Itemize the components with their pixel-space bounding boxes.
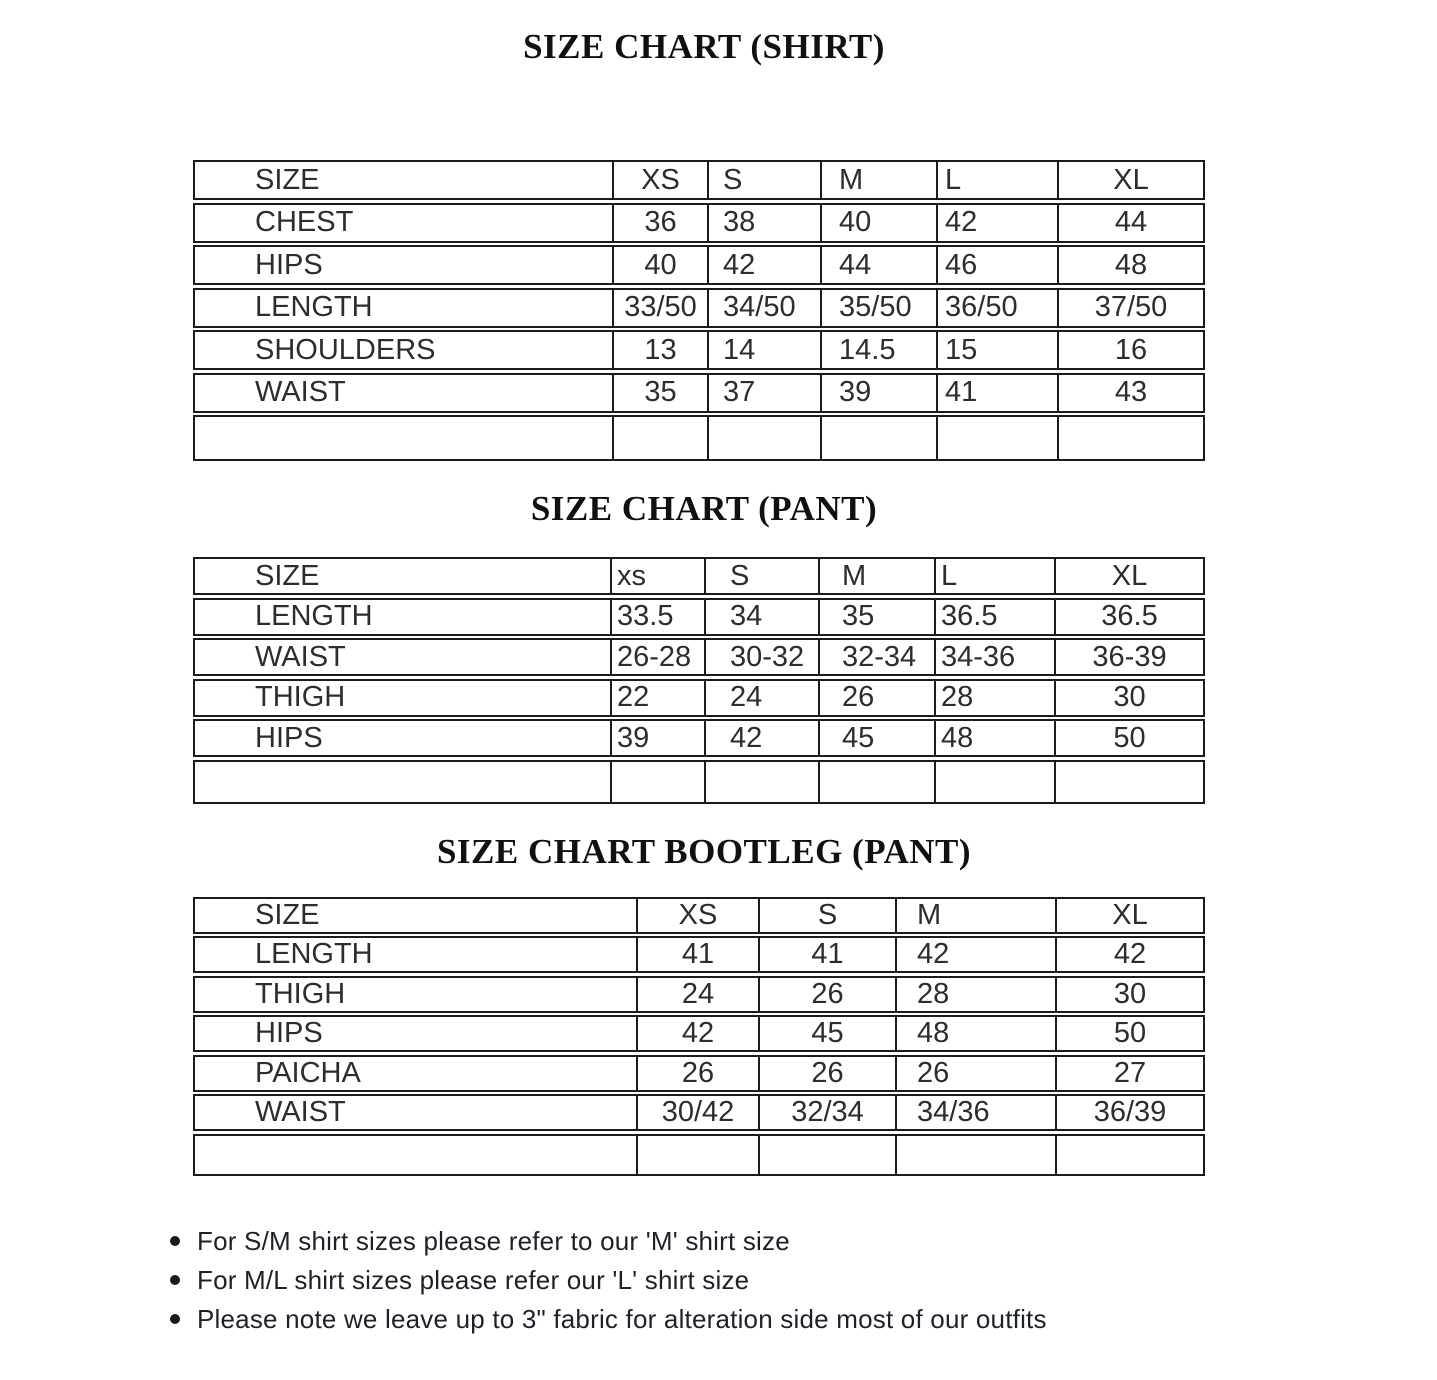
header-row-cell: M bbox=[818, 559, 934, 593]
empty-row-cell bbox=[707, 417, 820, 459]
data-row-cell: 36 bbox=[612, 205, 707, 241]
header-row-cell: M bbox=[895, 899, 1055, 932]
header-row-cell: XL bbox=[1055, 899, 1203, 932]
empty-row-cell bbox=[818, 762, 934, 802]
data-row-cell: LENGTH bbox=[255, 938, 373, 970]
data-row bbox=[193, 1055, 1205, 1092]
data-row-cell: 26 bbox=[758, 978, 895, 1011]
bullet-icon bbox=[170, 1314, 180, 1324]
note-item-ml-shirt bbox=[170, 1261, 1437, 1300]
data-row-cell: 42 bbox=[895, 938, 1055, 971]
data-row-cell: 26 bbox=[895, 1057, 1055, 1090]
empty-row-cell bbox=[1057, 417, 1203, 459]
data-row-cell: 26 bbox=[636, 1057, 758, 1090]
data-row-cell: 35 bbox=[818, 600, 934, 634]
data-row-cell: 41 bbox=[636, 938, 758, 971]
empty-row-cell bbox=[610, 762, 704, 802]
shirt-size-table bbox=[193, 160, 1205, 461]
data-row-cell: 28 bbox=[895, 978, 1055, 1011]
data-row-cell: 39 bbox=[610, 721, 704, 755]
data-row-cell: 36.5 bbox=[934, 600, 1054, 634]
empty-row-cell bbox=[1055, 1136, 1203, 1174]
data-row-cell: 43 bbox=[1057, 375, 1203, 411]
data-row-cell: PAICHA bbox=[255, 1056, 361, 1089]
data-row-cell: 45 bbox=[818, 721, 934, 755]
data-row-cell: HIPS bbox=[255, 721, 323, 754]
note-text: Please note we leave up to 3" fabric for alteration side most of our outfits bbox=[197, 1303, 1047, 1334]
pant-size-table bbox=[193, 557, 1205, 804]
header-row-cell: SIZE bbox=[255, 898, 320, 931]
header-row-cell: XS bbox=[636, 899, 758, 932]
data-row-cell: 16 bbox=[1057, 332, 1203, 368]
data-row-cell: 40 bbox=[612, 247, 707, 283]
header-row-cell: L bbox=[934, 559, 1054, 593]
empty-row bbox=[193, 1134, 1205, 1176]
empty-row-cell bbox=[195, 417, 612, 459]
data-row-cell: 37/50 bbox=[1057, 290, 1203, 326]
header-row bbox=[193, 557, 1205, 595]
header-row-cell: S bbox=[758, 899, 895, 932]
empty-row-cell bbox=[895, 1136, 1055, 1174]
data-row-cell: SHOULDERS bbox=[255, 333, 436, 366]
bullet-icon bbox=[170, 1275, 180, 1285]
note-item-alteration bbox=[170, 1300, 1437, 1339]
data-row-cell: 39 bbox=[820, 375, 936, 411]
data-row-cell: 37 bbox=[707, 375, 820, 411]
data-row-cell: 48 bbox=[1057, 247, 1203, 283]
data-row-cell: 35/50 bbox=[820, 290, 936, 326]
header-row-cell: L bbox=[936, 162, 1057, 198]
data-row-cell: 41 bbox=[758, 938, 895, 971]
data-row-cell: 48 bbox=[895, 1017, 1055, 1050]
data-row-cell: LENGTH bbox=[255, 600, 373, 632]
data-row-cell: HIPS bbox=[255, 248, 323, 281]
data-row bbox=[193, 1094, 1205, 1131]
empty-row-cell bbox=[195, 762, 610, 802]
data-row-cell: 44 bbox=[1057, 205, 1203, 241]
data-row-cell: 34/50 bbox=[707, 290, 820, 326]
data-row-cell: 33.5 bbox=[610, 600, 704, 634]
header-row-cell: XS bbox=[612, 162, 707, 198]
empty-row-cell bbox=[636, 1136, 758, 1174]
data-row-cell: 40 bbox=[820, 205, 936, 241]
data-row bbox=[193, 638, 1205, 676]
header-row-cell: XL bbox=[1054, 559, 1203, 593]
data-row-cell: 42 bbox=[704, 721, 818, 755]
data-row-cell: 42 bbox=[1055, 938, 1203, 971]
header-row-cell: S bbox=[704, 559, 818, 593]
data-row-cell: 32/34 bbox=[758, 1096, 895, 1129]
data-row-cell: 15 bbox=[936, 332, 1057, 368]
header-row-cell: S bbox=[707, 162, 820, 198]
data-row-cell: 44 bbox=[820, 247, 936, 283]
data-row-cell: 50 bbox=[1054, 721, 1203, 755]
data-row-cell: 36/39 bbox=[1055, 1096, 1203, 1129]
empty-row-cell bbox=[612, 417, 707, 459]
empty-row-cell bbox=[1054, 762, 1203, 802]
data-row-cell: 26-28 bbox=[610, 640, 704, 674]
data-row-cell: 28 bbox=[934, 681, 1054, 715]
notes-list bbox=[170, 1222, 1437, 1339]
data-row-cell: CHEST bbox=[255, 206, 354, 238]
data-row bbox=[193, 679, 1205, 717]
data-row bbox=[193, 245, 1205, 285]
data-row-cell: WAIST bbox=[255, 376, 346, 408]
empty-row-cell bbox=[758, 1136, 895, 1174]
data-row-cell: 26 bbox=[818, 681, 934, 715]
note-text: For M/L shirt sizes please refer our 'L' shirt size bbox=[197, 1264, 750, 1295]
empty-row bbox=[193, 415, 1205, 461]
data-row-cell: 22 bbox=[610, 681, 704, 715]
bullet-icon bbox=[170, 1236, 180, 1246]
header-row bbox=[193, 897, 1205, 934]
data-row-cell: 24 bbox=[636, 978, 758, 1011]
data-row-cell: 42 bbox=[636, 1017, 758, 1050]
data-row-cell: HIPS bbox=[255, 1017, 323, 1049]
empty-row-cell bbox=[195, 1136, 636, 1174]
header-row-cell: xs bbox=[610, 559, 704, 593]
data-row-cell: 50 bbox=[1055, 1017, 1203, 1050]
data-row-cell: 14 bbox=[707, 332, 820, 368]
data-row-cell: 35 bbox=[612, 375, 707, 411]
data-row-cell: 30 bbox=[1055, 978, 1203, 1011]
data-row bbox=[193, 976, 1205, 1013]
data-row bbox=[193, 330, 1205, 370]
data-row-cell: 46 bbox=[936, 247, 1057, 283]
data-row-cell: WAIST bbox=[255, 640, 346, 673]
data-row-cell: 34/36 bbox=[895, 1096, 1055, 1129]
data-row-cell: 32-34 bbox=[818, 640, 934, 674]
data-row-cell: 42 bbox=[707, 247, 820, 283]
data-row-cell: 38 bbox=[707, 205, 820, 241]
data-row-cell: 41 bbox=[936, 375, 1057, 411]
header-row bbox=[193, 160, 1205, 200]
data-row-cell: 30/42 bbox=[636, 1096, 758, 1129]
data-row-cell: 42 bbox=[936, 205, 1057, 241]
data-row bbox=[193, 373, 1205, 413]
data-row bbox=[193, 203, 1205, 243]
data-row-cell: THIGH bbox=[255, 977, 346, 1010]
data-row-cell: 24 bbox=[704, 681, 818, 715]
data-row-cell: 14.5 bbox=[820, 332, 936, 368]
note-text: For S/M shirt sizes please refer to our 'M' shirt size bbox=[197, 1225, 790, 1256]
data-row-cell: 48 bbox=[934, 721, 1054, 755]
bootleg-pant-size-table bbox=[193, 897, 1205, 1176]
pant-chart-title: SIZE CHART (PANT) bbox=[530, 489, 878, 528]
data-row-cell: 36-39 bbox=[1054, 640, 1203, 674]
note-item-sm-shirt bbox=[170, 1222, 1437, 1261]
empty-row-cell bbox=[934, 762, 1054, 802]
empty-row-cell bbox=[820, 417, 936, 459]
data-row-cell: 34 bbox=[704, 600, 818, 634]
data-row-cell: 45 bbox=[758, 1017, 895, 1050]
data-row bbox=[193, 1015, 1205, 1052]
bootleg-pant-chart-title: SIZE CHART BOOTLEG (PANT) bbox=[436, 831, 972, 871]
data-row-cell: 36.5 bbox=[1054, 600, 1203, 634]
data-row-cell: 30 bbox=[1054, 681, 1203, 715]
data-row-cell: 34-36 bbox=[934, 640, 1054, 674]
data-row bbox=[193, 936, 1205, 973]
empty-row-cell bbox=[936, 417, 1057, 459]
data-row-cell: 36/50 bbox=[936, 290, 1057, 326]
shirt-chart-title: SIZE CHART (SHIRT) bbox=[523, 27, 885, 66]
header-row-cell: M bbox=[820, 162, 936, 198]
data-row-cell: 30-32 bbox=[704, 640, 818, 674]
header-row-cell: SIZE bbox=[255, 163, 320, 196]
header-row-cell: SIZE bbox=[255, 559, 320, 592]
header-row-cell: XL bbox=[1057, 162, 1203, 198]
data-row bbox=[193, 598, 1205, 636]
data-row-cell: 13 bbox=[612, 332, 707, 368]
data-row-cell: LENGTH bbox=[255, 291, 373, 323]
data-row-cell: 27 bbox=[1055, 1057, 1203, 1090]
data-row bbox=[193, 719, 1205, 757]
empty-row-cell bbox=[704, 762, 818, 802]
data-row-cell: THIGH bbox=[255, 681, 346, 713]
data-row bbox=[193, 288, 1205, 328]
data-row-cell: 33/50 bbox=[612, 290, 707, 326]
data-row-cell: WAIST bbox=[255, 1096, 346, 1128]
empty-row bbox=[193, 760, 1205, 804]
data-row-cell: 26 bbox=[758, 1057, 895, 1090]
